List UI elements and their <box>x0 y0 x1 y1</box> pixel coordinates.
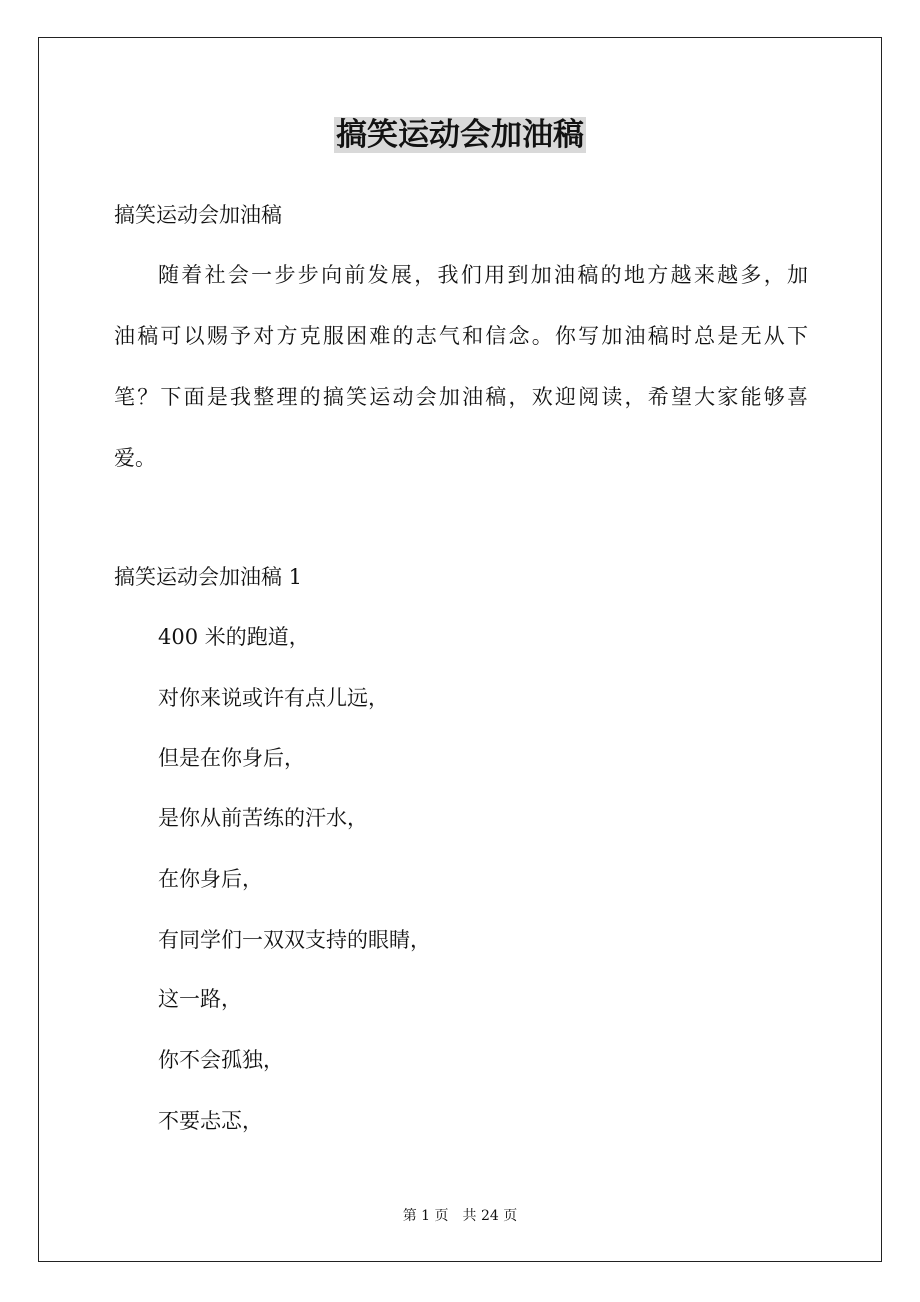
poem-line-8: 你不会孤独， <box>158 1048 284 1072</box>
poem-line-4: 是你从前苦练的汗水， <box>158 806 368 830</box>
section-heading: 搞笑运动会加油稿 1 <box>114 565 303 589</box>
page-number: 第 1 页 <box>402 1208 449 1224</box>
poem-line-5: 在你身后， <box>158 867 263 891</box>
page-total: 共 24 页 <box>462 1208 518 1224</box>
intro-line-4: 爱。 <box>114 446 156 470</box>
intro-line-2: 油稿可以赐予对方克服困难的志气和信念。你写加油稿时总是无从下 <box>114 324 808 348</box>
poem-line-1: 400 米的跑道， <box>158 625 310 649</box>
intro-line-3: 笔？下面是我整理的搞笑运动会加油稿，欢迎阅读，希望大家能够喜 <box>114 385 808 409</box>
poem-line-9: 不要忐忑， <box>158 1109 263 1133</box>
page-footer <box>0 1206 920 1226</box>
document-title-text: 搞笑运动会加油稿 <box>336 117 584 153</box>
document-subtitle: 搞笑运动会加油稿 <box>114 203 282 227</box>
poem-line-2: 对你来说或许有点儿远， <box>158 686 389 710</box>
poem-line-7: 这一路， <box>158 987 242 1011</box>
poem-line-3: 但是在你身后， <box>158 746 305 770</box>
poem-line-6: 有同学们一双双支持的眼睛， <box>158 928 431 952</box>
intro-line-1: 随着社会一步步向前发展，我们用到加油稿的地方越来越多，加 <box>158 263 808 287</box>
document-title <box>0 112 920 158</box>
